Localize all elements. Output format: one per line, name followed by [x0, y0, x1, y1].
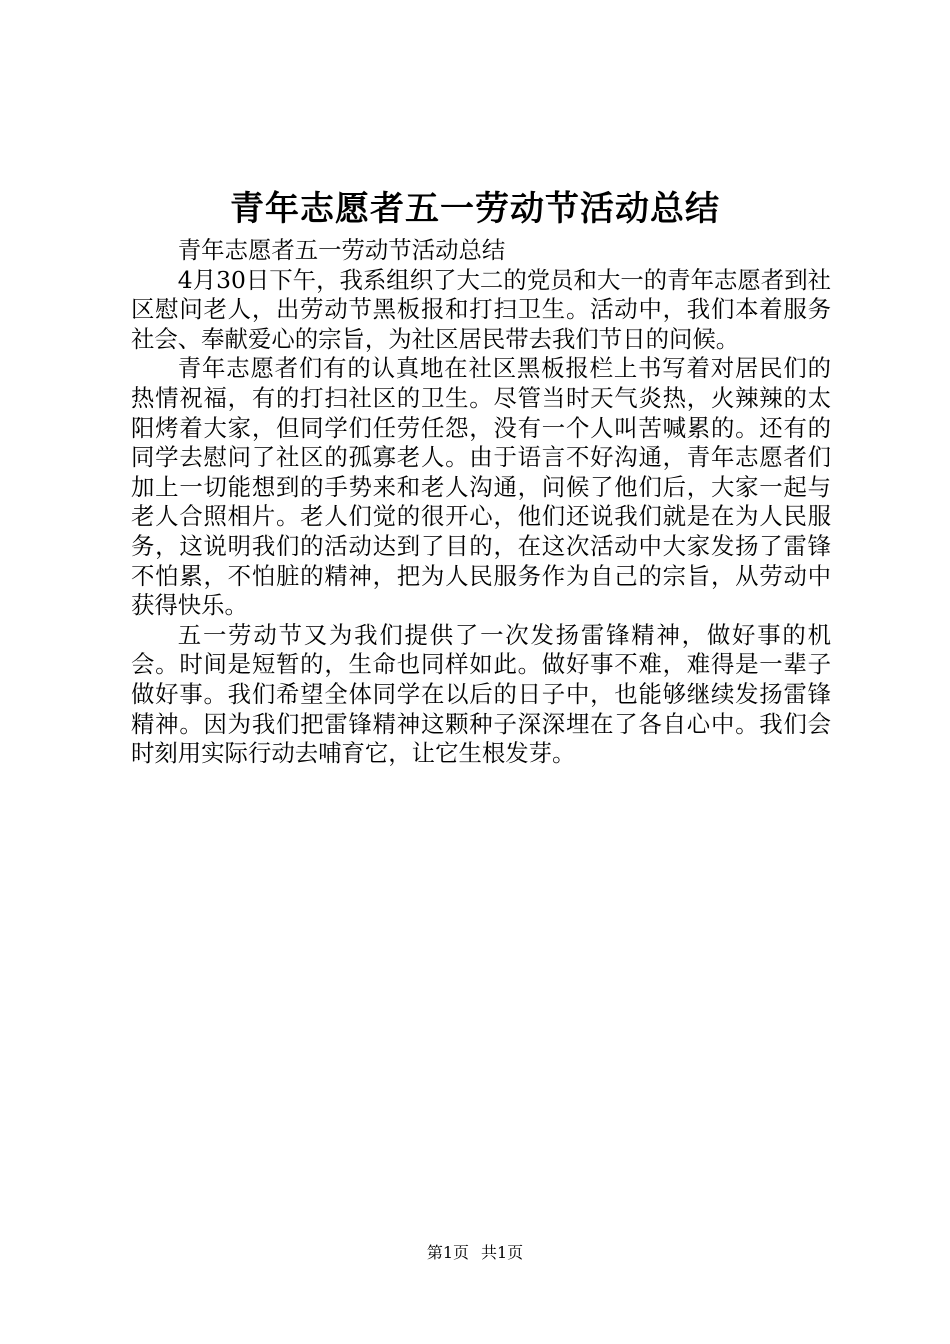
document-title: 青年志愿者五一劳动节活动总结 [230, 189, 720, 229]
page-total: 共1页 [481, 1243, 524, 1262]
document-body [131, 236, 831, 769]
page-number: 第1页 [426, 1243, 469, 1262]
paragraph-intro: 4月30日下午，我系组织了大二的党员和大一的青年志愿者到社区慰问老人，出劳动节黑板报和打扫卫生。活动中，我们本着服务社会、奉献爱心的宗旨，为社区居民带去我们节日的问候。 [131, 265, 831, 353]
paragraph-subtitle: 青年志愿者五一劳动节活动总结 [177, 236, 506, 264]
paragraph-activities: 青年志愿者们有的认真地在社区黑板报栏上书写着对居民们的热情祝福，有的打扫社区的卫生。尽管当时天气炎热，火辣辣的太阳烤着大家，但同学们任劳任怨，没有一个人叫苦喊累的。还有的同学去慰问了社区的孤寡老人。由于语言不好沟通，青年志愿者们加上一切能想到的手势来和老人沟通，问候了他们后，大家一起与老人合照相片。老人们觉的很开心，他们还说我们就是在为人民服务，这说明我们的活动达到了目的，在这次活动中大家发扬了雷锋不怕累，不怕脏的精神，把为人民服务作为自己的宗旨，从劳动中获得快乐。 [131, 354, 831, 620]
page-footer [0, 1242, 950, 1264]
paragraph-conclusion: 五一劳动节又为我们提供了一次发扬雷锋精神，做好事的机会。时间是短暂的，生命也同样如此。做好事不难，难得是一辈子做好事。我们希望全体同学在以后的日子中，也能够继续发扬雷锋精神。因为我们把雷锋精神这颗种子深深埋在了各自心中。我们会时刻用实际行动去哺育它，让它生根发芽。 [131, 620, 831, 768]
